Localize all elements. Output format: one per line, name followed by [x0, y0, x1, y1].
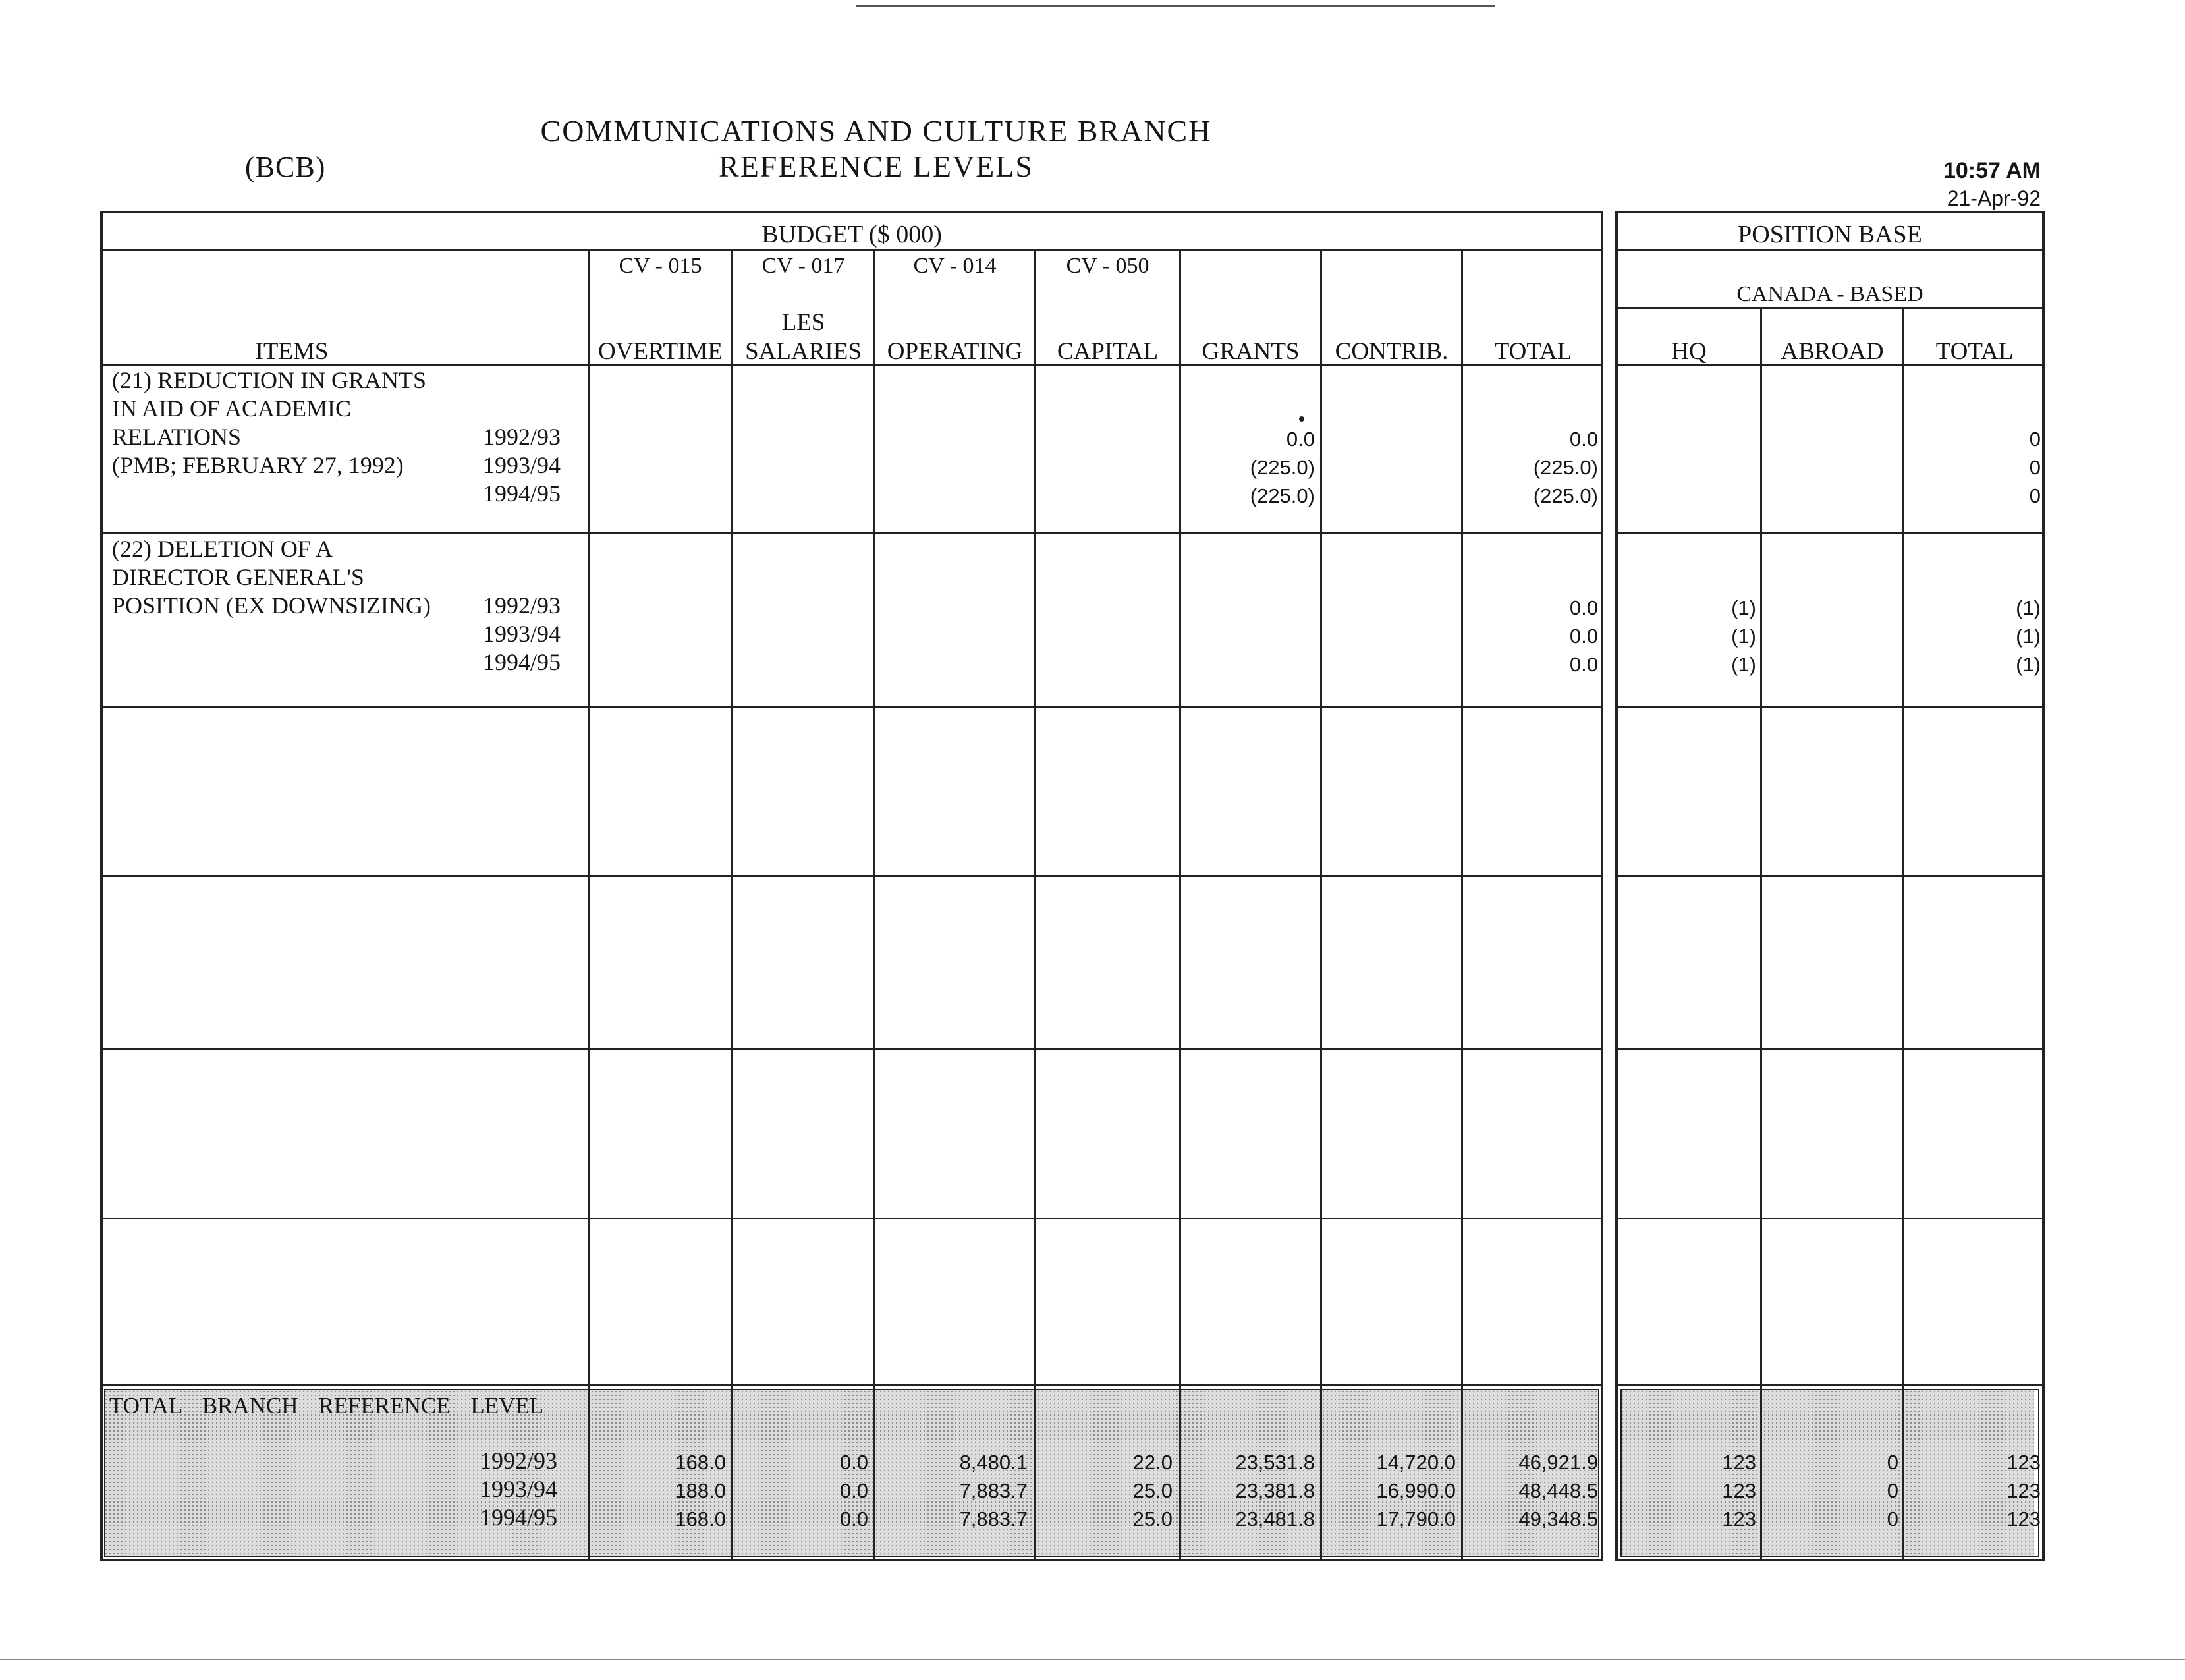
item-21-line-4: (PMB; FEBRUARY 27, 1992) [112, 452, 404, 478]
total-pos-total-2: 123 [2006, 1479, 2041, 1502]
col-hq-label: HQ [1671, 338, 1707, 365]
total-abroad-3: 0 [1887, 1507, 1898, 1530]
total-overtime-2: 188.0 [675, 1479, 726, 1502]
item-21-year-3: 1994/95 [483, 480, 561, 507]
item-21-grants-dot [1299, 416, 1304, 422]
position-table-frame [1615, 211, 2045, 1561]
item-22-total-3: 0.0 [1569, 653, 1598, 676]
total-grants-3: 23,481.8 [1235, 1507, 1315, 1530]
col-salaries-label: LES SALARIES [745, 309, 862, 365]
col-total-label: TOTAL [1494, 338, 1572, 365]
item-22-hq-2: (1) [1731, 625, 1756, 648]
total-overtime-3: 168.0 [675, 1507, 726, 1530]
total-salaries-1: 0.0 [839, 1451, 868, 1474]
item-21-line-3: RELATIONS [112, 424, 241, 450]
total-abroad-1: 0 [1887, 1451, 1898, 1474]
total-hq-3: 123 [1722, 1507, 1756, 1530]
col-overtime-label: OVERTIME [598, 338, 723, 365]
item-21-total-3: (225.0) [1533, 484, 1598, 507]
scan-line-bottom [0, 1659, 2185, 1660]
branch-code: (BCB) [245, 151, 326, 183]
item-21-total-1: 0.0 [1569, 428, 1598, 451]
total-total-3: 49,348.5 [1518, 1507, 1598, 1530]
total-year-1: 1992/93 [480, 1447, 558, 1474]
item-22-line-3: POSITION (EX DOWNSIZING) [112, 592, 431, 619]
col-operating-label: OPERATING [887, 338, 1023, 365]
col-contrib-label: CONTRIB. [1335, 338, 1449, 365]
item-22-pos-total-2: (1) [2016, 625, 2041, 648]
item-21-pos-total-3: 0 [2029, 484, 2041, 507]
total-total-1: 46,921.9 [1518, 1451, 1598, 1474]
item-22-year-2: 1993/94 [483, 621, 561, 647]
total-abroad-2: 0 [1887, 1479, 1898, 1502]
total-pos-total-1: 123 [2006, 1451, 2041, 1474]
col-overtime-code: CV - 015 [619, 254, 702, 278]
col-capital-code: CV - 050 [1066, 254, 1149, 278]
total-hq-1: 123 [1722, 1451, 1756, 1474]
total-contrib-2: 16,990.0 [1376, 1479, 1456, 1502]
total-salaries-3: 0.0 [839, 1507, 868, 1530]
item-22-pos-total-1: (1) [2016, 596, 2041, 619]
item-22-year-1: 1992/93 [483, 592, 561, 619]
scan-line-top [856, 5, 1495, 7]
total-operating-1: 8,480.1 [959, 1451, 1028, 1474]
total-capital-3: 25.0 [1132, 1507, 1173, 1530]
total-total-2: 48,448.5 [1518, 1479, 1598, 1502]
item-22-year-3: 1994/95 [483, 649, 561, 675]
total-pos-total-3: 123 [2006, 1507, 2041, 1530]
col-capital-label: CAPITAL [1057, 338, 1159, 365]
print-date: 21-Apr-92 [1947, 186, 2041, 210]
item-21-year-2: 1993/94 [483, 452, 561, 478]
total-hq-2: 123 [1722, 1479, 1756, 1502]
page-title: COMMUNICATIONS AND CULTURE BRANCH [540, 114, 1212, 148]
total-year-3: 1994/95 [480, 1504, 558, 1530]
item-22-total-1: 0.0 [1569, 596, 1598, 619]
col-position-total-label: TOTAL [1935, 338, 2014, 365]
items-header: ITEMS [255, 338, 329, 365]
total-overtime-1: 168.0 [675, 1451, 726, 1474]
item-21-total-2: (225.0) [1533, 456, 1598, 479]
budget-header: BUDGET ($ 000) [761, 221, 942, 248]
item-22-line-1: (22) DELETION OF A [112, 536, 333, 562]
item-22-pos-total-3: (1) [2016, 653, 2041, 676]
total-operating-3: 7,883.7 [959, 1507, 1028, 1530]
total-contrib-1: 14,720.0 [1376, 1451, 1456, 1474]
total-year-2: 1993/94 [480, 1476, 558, 1502]
total-grants-2: 23,381.8 [1235, 1479, 1315, 1502]
item-22-hq-1: (1) [1731, 596, 1756, 619]
total-operating-2: 7,883.7 [959, 1479, 1028, 1502]
item-21-line-1: (21) REDUCTION IN GRANTS [112, 367, 426, 393]
item-21-grants-1: 0.0 [1286, 428, 1315, 451]
item-22-hq-3: (1) [1731, 653, 1756, 676]
col-salaries-code: CV - 017 [761, 254, 845, 278]
page-subtitle: REFERENCE LEVELS [719, 150, 1034, 183]
total-capital-2: 25.0 [1132, 1479, 1173, 1502]
item-21-line-2: IN AID OF ACADEMIC [112, 395, 352, 422]
col-abroad-label: ABROAD [1781, 338, 1884, 365]
item-21-grants-3: (225.0) [1250, 484, 1315, 507]
item-22-line-2: DIRECTOR GENERAL'S [112, 564, 364, 590]
item-21-pos-total-2: 0 [2029, 456, 2041, 479]
item-21-pos-total-1: 0 [2029, 428, 2041, 451]
col-grants-label: GRANTS [1202, 338, 1300, 365]
total-contrib-3: 17,790.0 [1376, 1507, 1456, 1530]
item-22-total-2: 0.0 [1569, 625, 1598, 648]
item-21-year-1: 1992/93 [483, 424, 561, 450]
total-salaries-2: 0.0 [839, 1479, 868, 1502]
total-grants-1: 23,531.8 [1235, 1451, 1315, 1474]
canada-based-header: CANADA - BASED [1736, 282, 1923, 306]
position-base-header: POSITION BASE [1738, 221, 1922, 248]
item-21-grants-2: (225.0) [1250, 456, 1315, 479]
total-capital-1: 22.0 [1132, 1451, 1173, 1474]
col-operating-code: CV - 014 [913, 254, 997, 278]
total-label: TOTAL BRANCH REFERENCE LEVEL [109, 1393, 544, 1418]
print-time: 10:57 AM [1943, 158, 2041, 183]
